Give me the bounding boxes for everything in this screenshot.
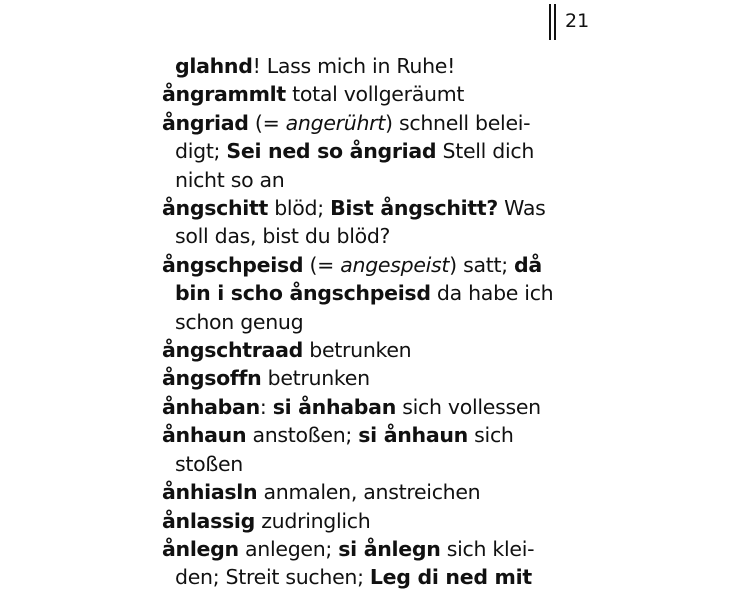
definition-text: anstoßen; <box>246 423 359 448</box>
headword-text: Sei ned so ångriad <box>226 139 437 164</box>
definition-text: sich <box>467 423 514 448</box>
headword-text: si ånlegn <box>338 536 441 561</box>
definition-text: ) satt; <box>449 252 515 277</box>
entry-line <box>162 251 592 279</box>
headword-text: si ånhaban <box>272 394 397 419</box>
definition-text: zudringlich <box>255 508 371 533</box>
headword-text: ånhiasln <box>162 480 258 505</box>
headword-text: si ånhaun <box>358 423 468 448</box>
definition-text: da habe ich <box>430 281 554 306</box>
entry-line <box>162 80 592 108</box>
entry-line <box>162 336 592 364</box>
definition-text: blöd; <box>267 196 331 221</box>
headword-text: ångsoffn <box>162 366 262 391</box>
headword-text: ånlegn <box>162 536 239 561</box>
entry-continuation-line <box>162 52 592 80</box>
entry-line <box>162 364 592 392</box>
entry-continuation-line <box>162 563 592 591</box>
etymology-text: angerührt <box>285 110 386 135</box>
definition-text: ! Lass mich in Ruhe! <box>252 54 455 78</box>
entry-line <box>162 109 592 137</box>
definition-text: betrunken <box>261 366 370 391</box>
entry-continuation-line <box>162 166 592 194</box>
definition-text: Was <box>497 196 546 221</box>
definition-text: total vollgeräumt <box>285 82 465 107</box>
entry-continuation-line <box>162 279 592 307</box>
entry-line <box>162 478 592 506</box>
entry-continuation-line <box>162 222 592 250</box>
definition-text: digt; <box>175 139 227 164</box>
headword-text: ångriad <box>162 110 249 135</box>
definition-text: Stell dich <box>436 139 535 164</box>
headword-text: ångschpeisd <box>162 252 304 277</box>
headword-text: ånhaun <box>162 423 247 448</box>
definition-text: : <box>259 394 273 419</box>
dictionary-entries <box>162 52 592 592</box>
definition-text: soll das, bist du blöd? <box>175 224 391 249</box>
headword-text: glahnd <box>175 54 253 78</box>
entry-continuation-line <box>162 308 592 336</box>
headword-text: Leg di ned mit <box>369 565 532 590</box>
headword-text: ångschitt <box>162 196 268 221</box>
headword-text: ångschtraad <box>162 338 304 363</box>
page-number: 21 <box>565 10 590 32</box>
definition-text: den; Streit suchen; <box>175 565 370 590</box>
definition-text: ) schnell belei- <box>385 110 531 135</box>
definition-text: anmalen, anstreichen <box>257 480 481 505</box>
headword-text: Bist ångschitt? <box>330 196 498 221</box>
entry-line <box>162 194 592 222</box>
entry-line <box>162 535 592 563</box>
header-rule <box>554 4 556 40</box>
headword-text: bin i scho ångschpeisd <box>175 281 431 306</box>
definition-text: (= <box>248 110 286 135</box>
entry-continuation-line <box>162 137 592 165</box>
definition-text: sich klei- <box>440 536 535 561</box>
definition-text: betrunken <box>303 338 412 363</box>
definition-text: stoßen <box>175 451 243 476</box>
entry-line <box>162 393 592 421</box>
etymology-text: angespeist <box>340 252 450 277</box>
definition-text: (= <box>303 252 341 277</box>
headword-text: då <box>514 252 542 277</box>
definition-text: nicht so an <box>175 167 285 192</box>
entry-line <box>162 421 592 449</box>
page-header <box>549 4 589 40</box>
headword-text: ångrammlt <box>162 82 286 107</box>
definition-text: sich vollessen <box>396 394 541 419</box>
header-rule <box>549 4 551 40</box>
entry-continuation-line <box>162 450 592 478</box>
headword-text: ånlassig <box>162 508 255 533</box>
definition-text: schon genug <box>175 309 304 334</box>
entry-line <box>162 507 592 535</box>
definition-text: anlegen; <box>238 536 339 561</box>
headword-text: ånhaban <box>162 394 260 419</box>
